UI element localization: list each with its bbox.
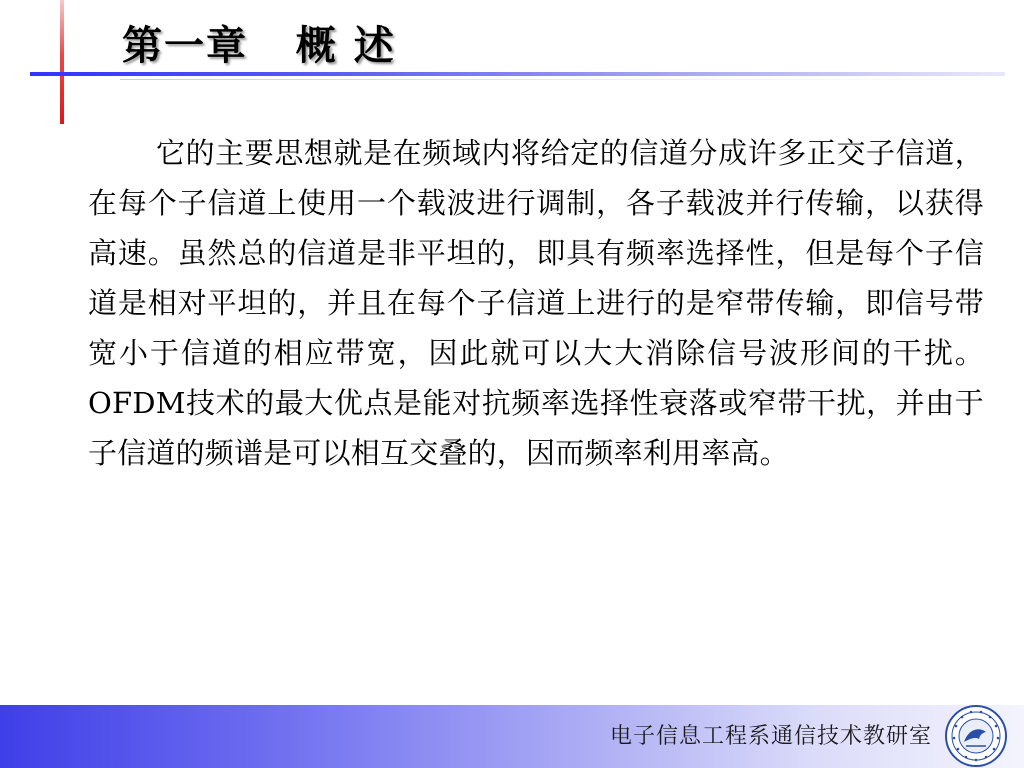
title-underline [30,72,1005,76]
university-logo-icon [942,704,1010,768]
slide-title: 第一章 概 述 [122,23,396,69]
title-underline-shadow [120,79,1020,80]
title-accent-bar [60,0,64,124]
slide-body-paragraph: 它的主要思想就是在频域内将给定的信道分成许多正交子信道，在每个子信道上使用一个载波进行调制，各子载波并行传输，以获得高速。虽然总的信道是非平坦的，即具有频率选择性，但是每个子信道是相对平坦的，并且在每个子信道上进行的是窄带传输，即信号带宽小于信道的相应带宽，因此就可以大大消除信号波形间的干扰。OFDM技术的最大优点是能对抗频率选择性衰落或窄带干扰，并由于子信道的频谱是可以相互交叠的，因而频率利用率高。 [88,136,984,470]
footer-department-label: 电子信息工程系通信技术教研室 [609,724,932,749]
